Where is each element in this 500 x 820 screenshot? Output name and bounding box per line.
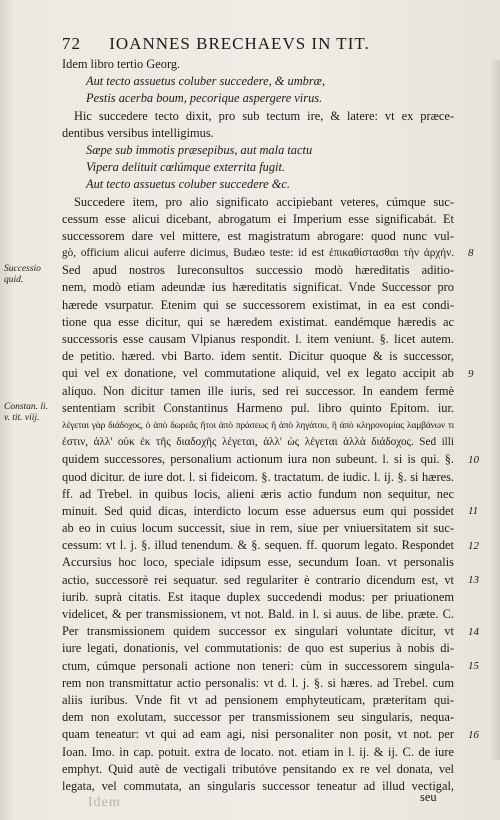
text-line: Per transmissionem quidem successor ex singulari voluntate dicitur, vt	[62, 624, 454, 639]
text-line: quod dicitur. de iure dot. l. si fideicom. §. tractatum. de iudic. l. ij. §. si hæres.	[62, 469, 454, 484]
text-line: Aut tecto assuetus coluber succedere, & umbræ,	[86, 74, 326, 89]
line-number: 11	[468, 505, 479, 518]
margin-note: Constan. li. v. tit. viij.	[4, 402, 49, 423]
text-line: Hic succedere tecto dixit, pro sub tectum ire, & latere: vt ex præce-	[74, 108, 454, 123]
text-line: gò, officium alicui auferre dicimus, Budæo teste: id est ἐπικαθίστασθαι τὴν ἀρχήν.	[62, 247, 454, 260]
text-line: aliis iuribus. Vnde fit vt ad pensionem emphyteuticam, præteritam qui-	[62, 692, 454, 707]
line-number: 13	[468, 574, 479, 586]
line-number: 10	[468, 453, 479, 466]
text-line: Sæpe sub immotis præsepibus, aut mala tactu	[86, 142, 313, 157]
margin-note: Successio quid.	[4, 264, 41, 286]
text-line: iure legati, donationis, vel commutationis: de quo est superius à nobis di-	[62, 641, 454, 656]
text-line: Sed apud nostros Iureconsultos successio modò hæreditatis aditio-	[62, 263, 454, 278]
text-line: minuit. Sed quid dicas, interdicto locum esse aduersus eum qui possidet	[62, 503, 454, 518]
text-line: Pestis acerba boum, pecorique aspergere virus.	[86, 91, 323, 106]
text-line: iurib. suprà citatis. Est itaque duplex succedendi modus: per priuationem	[62, 589, 454, 604]
text-line: de petitio. hæred. vbi Barto. idem sentit. Dicitur quoque & is successor,	[62, 349, 454, 364]
line-number: 8	[468, 247, 474, 260]
text-line: cessum: vt l. j. §. illud tenendum. & §. sequen. ff. quorum legato. Respondet	[62, 538, 454, 553]
text-line: aliquo. Non dicitur tamen ille iuris, sed rei successor. In eandem fermè	[62, 383, 454, 398]
page-header	[62, 34, 442, 56]
text-line: Succedere item, pro alio significato accipiebant veteres, cúmque suc-	[74, 194, 454, 209]
page-edge-shadow	[490, 60, 500, 760]
text-line: quidem successores, personalium actionum iura non subeunt. l. si is qui. §.	[62, 452, 454, 467]
text-line: actio, successorè rei sequatur. sed regulariter è contrario dicendum est, vt	[62, 572, 454, 587]
line-number: 9	[468, 367, 474, 380]
text-line: ἐστιν, ἀλλ' οὐκ ἐκ τῆς διαδοχῆς λέγεται, ἀλλ' ὡς λέγεται ἀλλὰ διάδοχος. Sed illi	[62, 436, 454, 449]
text-line: Accursius hoc loco, speciale idipsum esse, secundum Ioan. vt personalis	[62, 555, 454, 570]
text-line: successoris esse causam Vlpianus respondit. l. item veniunt. §. licet autem.	[62, 332, 454, 346]
folio-number: 72	[62, 34, 81, 53]
bleed-through-text: Idem	[88, 795, 121, 810]
text-line: dem non exolutam, successor per transmissionem seu singularis, nequa-	[62, 710, 454, 725]
text-line: Aut tecto assuetus coluber succedere &c.	[86, 177, 290, 192]
text-line: videlicet, & per transmissionem, vt not. Bald. in l. si auus. de libe. præte. C.	[62, 607, 454, 621]
text-line: Vipera delituit cœlúmque exterrita fugit.	[86, 160, 286, 175]
text-line: hærede vsurpatur. Etenim qui se successorem existimat, in ea est condi-	[62, 297, 454, 312]
text-line: successorem dare vel mittere, est magistratum abrogare: quod nunc vul-	[62, 228, 454, 243]
text-line: emphyt. Quid autè de vectigali tributóve pensitando ex re vel donata, vel	[62, 761, 454, 776]
text-line: Idem libro tertio Georg.	[62, 57, 181, 71]
text-line: ab eo in cuius locum successit, siue in rem, siue per vniuersitatem sit suc-	[62, 521, 454, 536]
text-line: ff. ad Trebel. in quibus locis, alieni æris actio fundum non sequitur, nec	[62, 486, 454, 501]
catchword: seu	[420, 790, 437, 804]
text-line: λέγεται γὰρ διάδοχος, ὁ ἀπὸ δωρεᾶς ἤτοι ἀπὸ πράσεως ἢ ἀπὸ ληγάτου, ἢ ἀπὸ κληρονομίας λαμβάνων τι	[62, 419, 454, 431]
text-line: cessum esse alicui dicebant, abrogatum ei Imperium esse significabát. Et	[62, 211, 454, 226]
text-line: dentibus versibus intelligimus.	[62, 125, 214, 140]
text-line: rem non transmittatur actio personalis: vt d. l. j. §. si hæres. ad Trebel. cum	[62, 675, 454, 690]
body-text	[62, 56, 454, 795]
line-number: 12	[468, 539, 479, 552]
line-number: 14	[468, 625, 479, 638]
line-number: 15	[468, 660, 479, 672]
running-title: IOANNES BRECHAEVS IN TIT.	[109, 34, 370, 53]
line-number: 16	[468, 728, 479, 741]
text-line: sententiam scribit Constantinus Harmeno pul. libro quinto Epitom. iur.	[62, 400, 454, 415]
text-line: tione qua esse dicitur, qui se hæredem existimat. eandémque hæredis ac	[62, 314, 454, 329]
text-line: qui vel ex donatione, vel commutatione aliquid, vel ex legato accipit ab	[62, 366, 454, 381]
text-line: ctum, cúmque personali actione non teneri: cùm in successorem singula-	[62, 658, 454, 673]
text-line: legata, vel commutata, an singularis successor teneatur ad illud vectigal,	[62, 778, 454, 793]
text-line: Ioan. Imo. in cap. potuit. extra de locato. not. etiam in l. ij. & ij. C. de iure	[62, 744, 454, 759]
text-line: quam teneatur: vt qui ad eam agi, nisi personaliter non posit, vt not. per	[62, 727, 454, 742]
text-line: nem, modò etiam adeundæ ius hæreditatis significat. Vnde Successor pro	[62, 280, 454, 295]
